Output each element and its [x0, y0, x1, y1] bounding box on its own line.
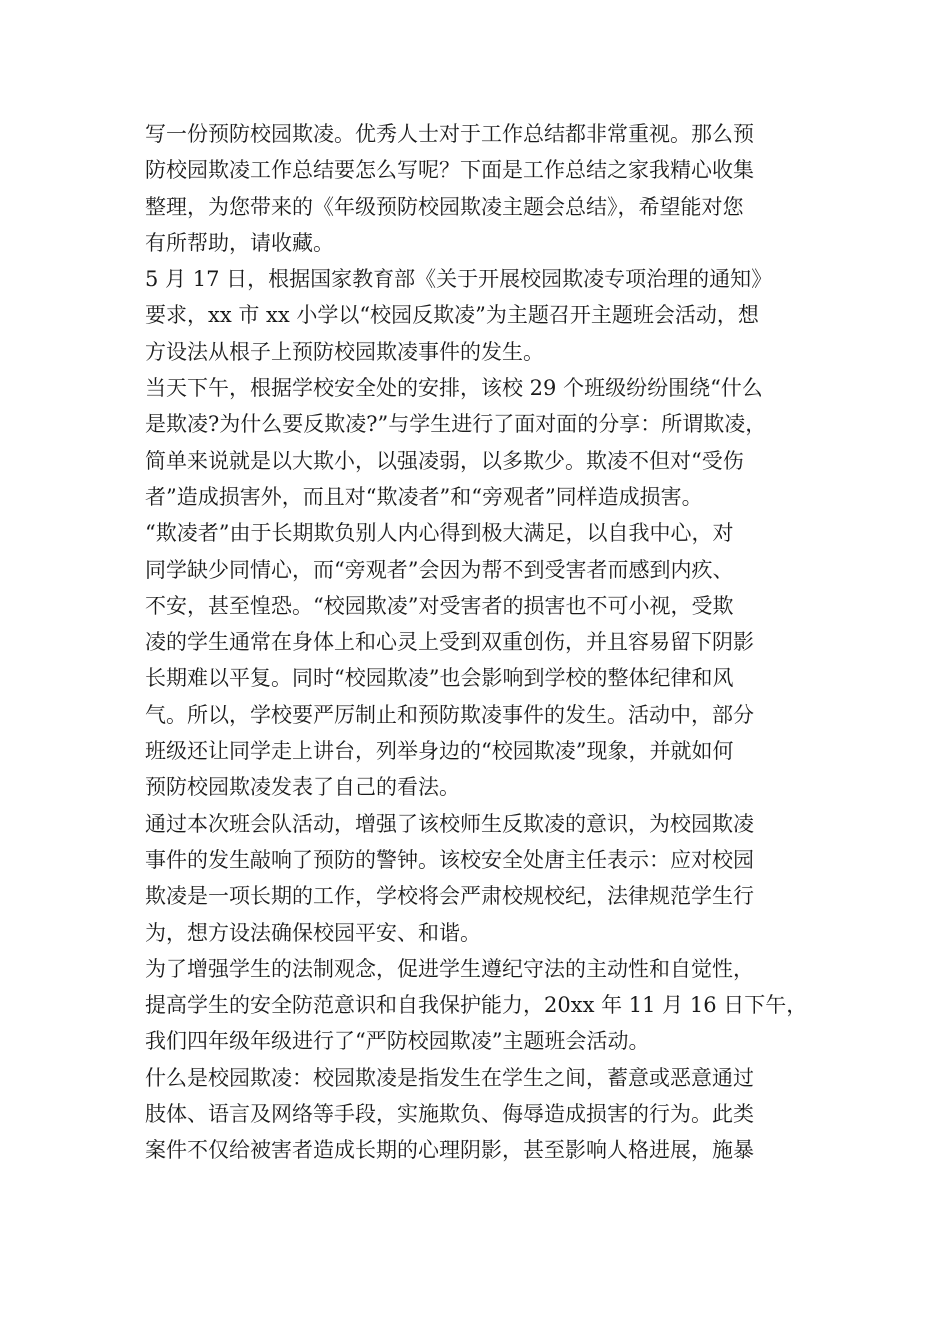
text-line: 提高学生的安全防范意识和自我保护能力，20xx 年 11 月 16 日下午，	[145, 993, 808, 1018]
text-line: 有所帮助，请收藏。	[145, 230, 334, 255]
text-line: 预防校园欺凌发表了自己的看法。	[145, 775, 460, 800]
text-line: 写一份预防校园欺凌。优秀人士对于工作总结都非常重视。那么预	[145, 122, 754, 146]
text-line: 什么是校园欺凌：校园欺凌是指发生在学生之间，蓄意或恶意通过	[145, 1065, 754, 1090]
paragraph-outcome	[145, 806, 810, 951]
text-line: 要求，xx 市 xx 小学以“校园反欺凌”为主题召开主题班会活动，想	[145, 303, 759, 328]
text-line: 长期难以平复。同时“校园欺凌”也会影响到学校的整体纪律和风	[145, 666, 734, 691]
text-line: 为了增强学生的法制观念，促进学生遵纪守法的主动性和自觉性，	[145, 956, 754, 981]
text-line: 为，想方设法确保校园平安、和谐。	[145, 920, 481, 945]
paragraph-notice	[145, 261, 810, 370]
text-line: 欺凌是一项长期的工作，学校将会严肃校规校纪，法律规范学生行	[145, 884, 754, 909]
text-line: 防校园欺凌工作总结要怎么写呢？下面是工作总结之家我精心收集	[145, 158, 754, 183]
text-line: 肢体、语言及网络等手段，实施欺负、侮辱造成损害的行为。此类	[145, 1102, 754, 1127]
paragraph-definition	[145, 1060, 810, 1169]
text-line: 5 月 17 日，根据国家教育部《关于开展校园欺凌专项治理的通知》	[145, 267, 773, 292]
text-line: “欺凌者”由于长期欺负别人内心得到极大满足，以自我中心，对	[145, 521, 734, 546]
text-line: 者”造成损害外，而且对“欺凌者”和“旁观者”同样造成损害。	[145, 484, 703, 509]
text-line: 我们四年级年级进行了“严防校园欺凌”主题班会活动。	[145, 1029, 650, 1054]
text-line: 案件不仅给被害者造成长期的心理阴影，甚至影响人格进展，施暴	[145, 1138, 754, 1163]
text-line: 简单来说就是以大欺小，以强凌弱，以多欺少。欺凌不但对“受伤	[145, 448, 744, 473]
text-line: 事件的发生敲响了预防的警钟。该校安全处唐主任表示：应对校园	[145, 847, 754, 872]
text-line: 同学缺少同情心，而“旁观者”会因为帮不到受害者而感到内疚、	[145, 557, 734, 582]
text-line: 气。所以，学校要严厉制止和预防欺凌事件的发生。活动中，部分	[145, 702, 754, 727]
text-line: 是欺凌?为什么要反欺凌?”与学生进行了面对面的分享：所谓欺凌，	[145, 412, 767, 437]
paragraph-class-meeting	[145, 951, 810, 1060]
paragraph-intro	[145, 116, 810, 261]
document-page	[145, 116, 810, 1169]
paragraph-activity	[145, 370, 810, 806]
text-line: 不安，甚至惶恐。“校园欺凌”对受害者的损害也不可小视，受欺	[145, 593, 734, 618]
text-line: 整理，为您带来的《年级预防校园欺凌主题会总结》，希望能对您	[145, 194, 744, 219]
text-line: 方设法从根子上预防校园欺凌事件的发生。	[145, 339, 544, 364]
text-line: 通过本次班会队活动，增强了该校师生反欺凌的意识，为校园欺凌	[145, 811, 754, 836]
text-line: 凌的学生通常在身体上和心灵上受到双重创伤，并且容易留下阴影	[145, 630, 754, 655]
text-line: 当天下午，根据学校安全处的安排，该校 29 个班级纷纷围绕“什么	[145, 376, 763, 401]
text-line: 班级还让同学走上讲台，列举身边的“校园欺凌”现象，并就如何	[145, 739, 734, 764]
